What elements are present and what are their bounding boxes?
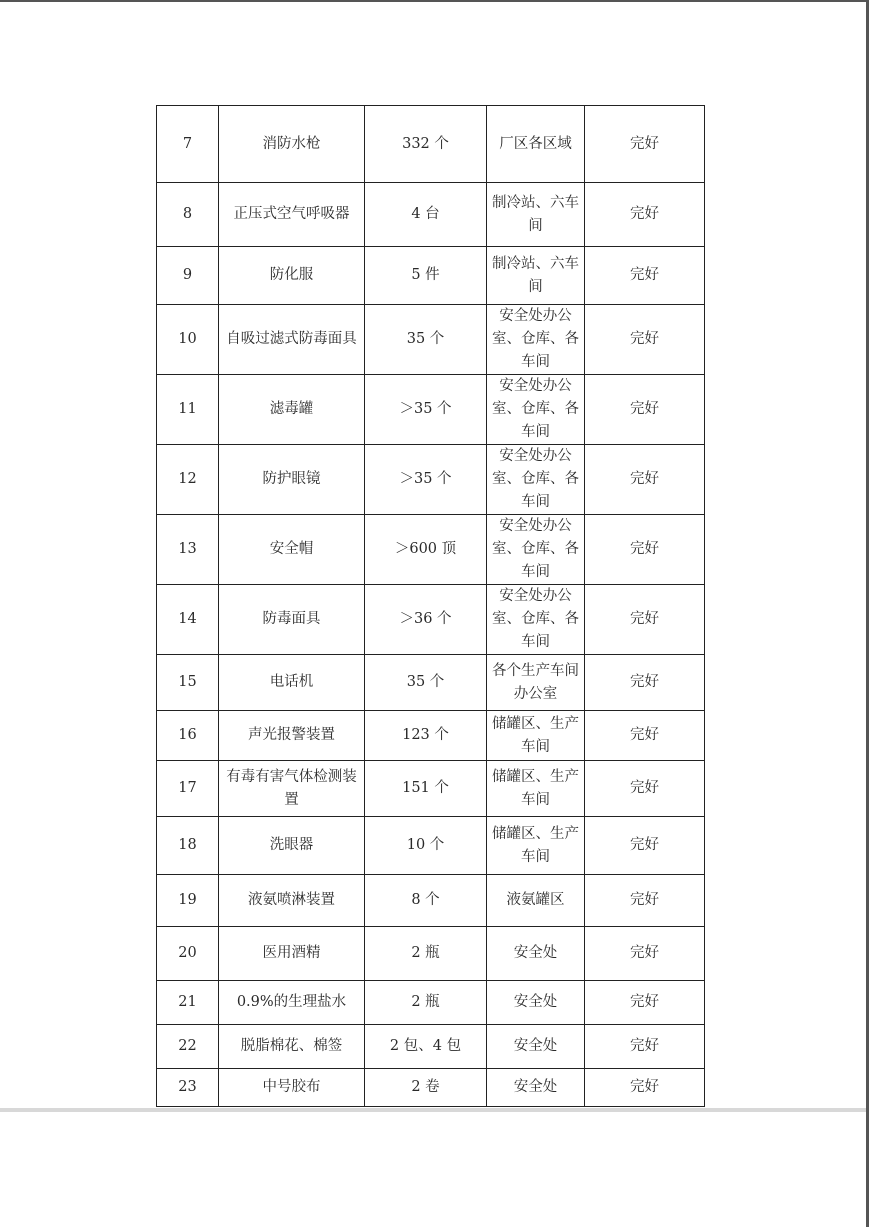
cell-status: 完好 xyxy=(585,711,705,761)
cell-number: 21 xyxy=(157,981,219,1025)
cell-quantity: 35 个 xyxy=(365,305,487,375)
cell-status: 完好 xyxy=(585,981,705,1025)
cell-quantity: 2 瓶 xyxy=(365,981,487,1025)
cell-equipment-name: 正压式空气呼吸器 xyxy=(219,183,365,247)
cell-equipment-name: 电话机 xyxy=(219,655,365,711)
cell-status: 完好 xyxy=(585,106,705,183)
cell-quantity: ＞36 个 xyxy=(365,585,487,655)
table-row xyxy=(157,1069,705,1107)
cell-quantity: 5 件 xyxy=(365,247,487,305)
cell-equipment-name: 洗眼器 xyxy=(219,817,365,875)
cell-status: 完好 xyxy=(585,247,705,305)
table-row xyxy=(157,817,705,875)
cell-location: 安全处 xyxy=(487,1069,585,1107)
cell-location: 储罐区、生产车间 xyxy=(487,761,585,817)
cell-equipment-name: 中号胶布 xyxy=(219,1069,365,1107)
cell-number: 12 xyxy=(157,445,219,515)
cell-number: 22 xyxy=(157,1025,219,1069)
cell-quantity: ＞35 个 xyxy=(365,375,487,445)
cell-status: 完好 xyxy=(585,585,705,655)
cell-equipment-name: 消防水枪 xyxy=(219,106,365,183)
cell-number: 15 xyxy=(157,655,219,711)
cell-location: 各个生产车间办公室 xyxy=(487,655,585,711)
cell-number: 14 xyxy=(157,585,219,655)
cell-status: 完好 xyxy=(585,445,705,515)
table-row xyxy=(157,515,705,585)
page-top-border xyxy=(0,0,869,2)
cell-equipment-name: 自吸过滤式防毒面具 xyxy=(219,305,365,375)
cell-number: 13 xyxy=(157,515,219,585)
cell-quantity: 2 包、4 包 xyxy=(365,1025,487,1069)
cell-quantity: 123 个 xyxy=(365,711,487,761)
cell-number: 7 xyxy=(157,106,219,183)
cell-location: 储罐区、生产车间 xyxy=(487,817,585,875)
cell-status: 完好 xyxy=(585,1025,705,1069)
cell-equipment-name: 滤毒罐 xyxy=(219,375,365,445)
cell-number: 16 xyxy=(157,711,219,761)
cell-location: 安全处办公室、仓库、各车间 xyxy=(487,305,585,375)
cell-status: 完好 xyxy=(585,817,705,875)
cell-number: 23 xyxy=(157,1069,219,1107)
cell-number: 18 xyxy=(157,817,219,875)
cell-quantity: 151 个 xyxy=(365,761,487,817)
table-row xyxy=(157,585,705,655)
cell-status: 完好 xyxy=(585,305,705,375)
table-row xyxy=(157,375,705,445)
cell-equipment-name: 安全帽 xyxy=(219,515,365,585)
cell-equipment-name: 脱脂棉花、棉签 xyxy=(219,1025,365,1069)
table-row xyxy=(157,927,705,981)
table-row xyxy=(157,106,705,183)
cell-status: 完好 xyxy=(585,875,705,927)
cell-quantity: 332 个 xyxy=(365,106,487,183)
cell-equipment-name: 防化服 xyxy=(219,247,365,305)
table-row xyxy=(157,183,705,247)
cell-number: 20 xyxy=(157,927,219,981)
cell-equipment-name: 有毒有害气体检测装置 xyxy=(219,761,365,817)
table-row xyxy=(157,711,705,761)
cell-location: 制冷站、六车间 xyxy=(487,183,585,247)
cell-location: 安全处办公室、仓库、各车间 xyxy=(487,375,585,445)
cell-location: 安全处 xyxy=(487,927,585,981)
cell-equipment-name: 防护眼镜 xyxy=(219,445,365,515)
cell-number: 11 xyxy=(157,375,219,445)
table-row xyxy=(157,247,705,305)
table-row xyxy=(157,445,705,515)
cell-status: 完好 xyxy=(585,927,705,981)
cell-number: 10 xyxy=(157,305,219,375)
cell-quantity: 35 个 xyxy=(365,655,487,711)
cell-location: 安全处办公室、仓库、各车间 xyxy=(487,445,585,515)
cell-quantity: ＞600 顶 xyxy=(365,515,487,585)
cell-equipment-name: 液氨喷淋装置 xyxy=(219,875,365,927)
cell-quantity: 4 台 xyxy=(365,183,487,247)
cell-number: 17 xyxy=(157,761,219,817)
table-row xyxy=(157,1025,705,1069)
cell-location: 安全处办公室、仓库、各车间 xyxy=(487,585,585,655)
cell-equipment-name: 防毒面具 xyxy=(219,585,365,655)
emergency-equipment-table xyxy=(156,105,705,1107)
cell-status: 完好 xyxy=(585,515,705,585)
table-body xyxy=(157,106,705,1107)
table-row xyxy=(157,875,705,927)
cell-location: 安全处办公室、仓库、各车间 xyxy=(487,515,585,585)
cell-equipment-name: 0.9%的生理盐水 xyxy=(219,981,365,1025)
cell-location: 安全处 xyxy=(487,1025,585,1069)
cell-status: 完好 xyxy=(585,183,705,247)
table-row xyxy=(157,655,705,711)
cell-location: 储罐区、生产车间 xyxy=(487,711,585,761)
cell-quantity: 2 瓶 xyxy=(365,927,487,981)
cell-equipment-name: 医用酒精 xyxy=(219,927,365,981)
cell-status: 完好 xyxy=(585,655,705,711)
cell-location: 安全处 xyxy=(487,981,585,1025)
cell-location: 厂区各区域 xyxy=(487,106,585,183)
cell-status: 完好 xyxy=(585,761,705,817)
cell-quantity: 10 个 xyxy=(365,817,487,875)
page-divider xyxy=(0,1108,866,1112)
cell-status: 完好 xyxy=(585,1069,705,1107)
cell-location: 液氨罐区 xyxy=(487,875,585,927)
cell-quantity: ＞35 个 xyxy=(365,445,487,515)
table-row xyxy=(157,981,705,1025)
cell-quantity: 8 个 xyxy=(365,875,487,927)
cell-quantity: 2 卷 xyxy=(365,1069,487,1107)
cell-location: 制冷站、六车间 xyxy=(487,247,585,305)
cell-number: 9 xyxy=(157,247,219,305)
cell-number: 19 xyxy=(157,875,219,927)
table-row xyxy=(157,305,705,375)
cell-equipment-name: 声光报警装置 xyxy=(219,711,365,761)
cell-number: 8 xyxy=(157,183,219,247)
table-row xyxy=(157,761,705,817)
cell-status: 完好 xyxy=(585,375,705,445)
